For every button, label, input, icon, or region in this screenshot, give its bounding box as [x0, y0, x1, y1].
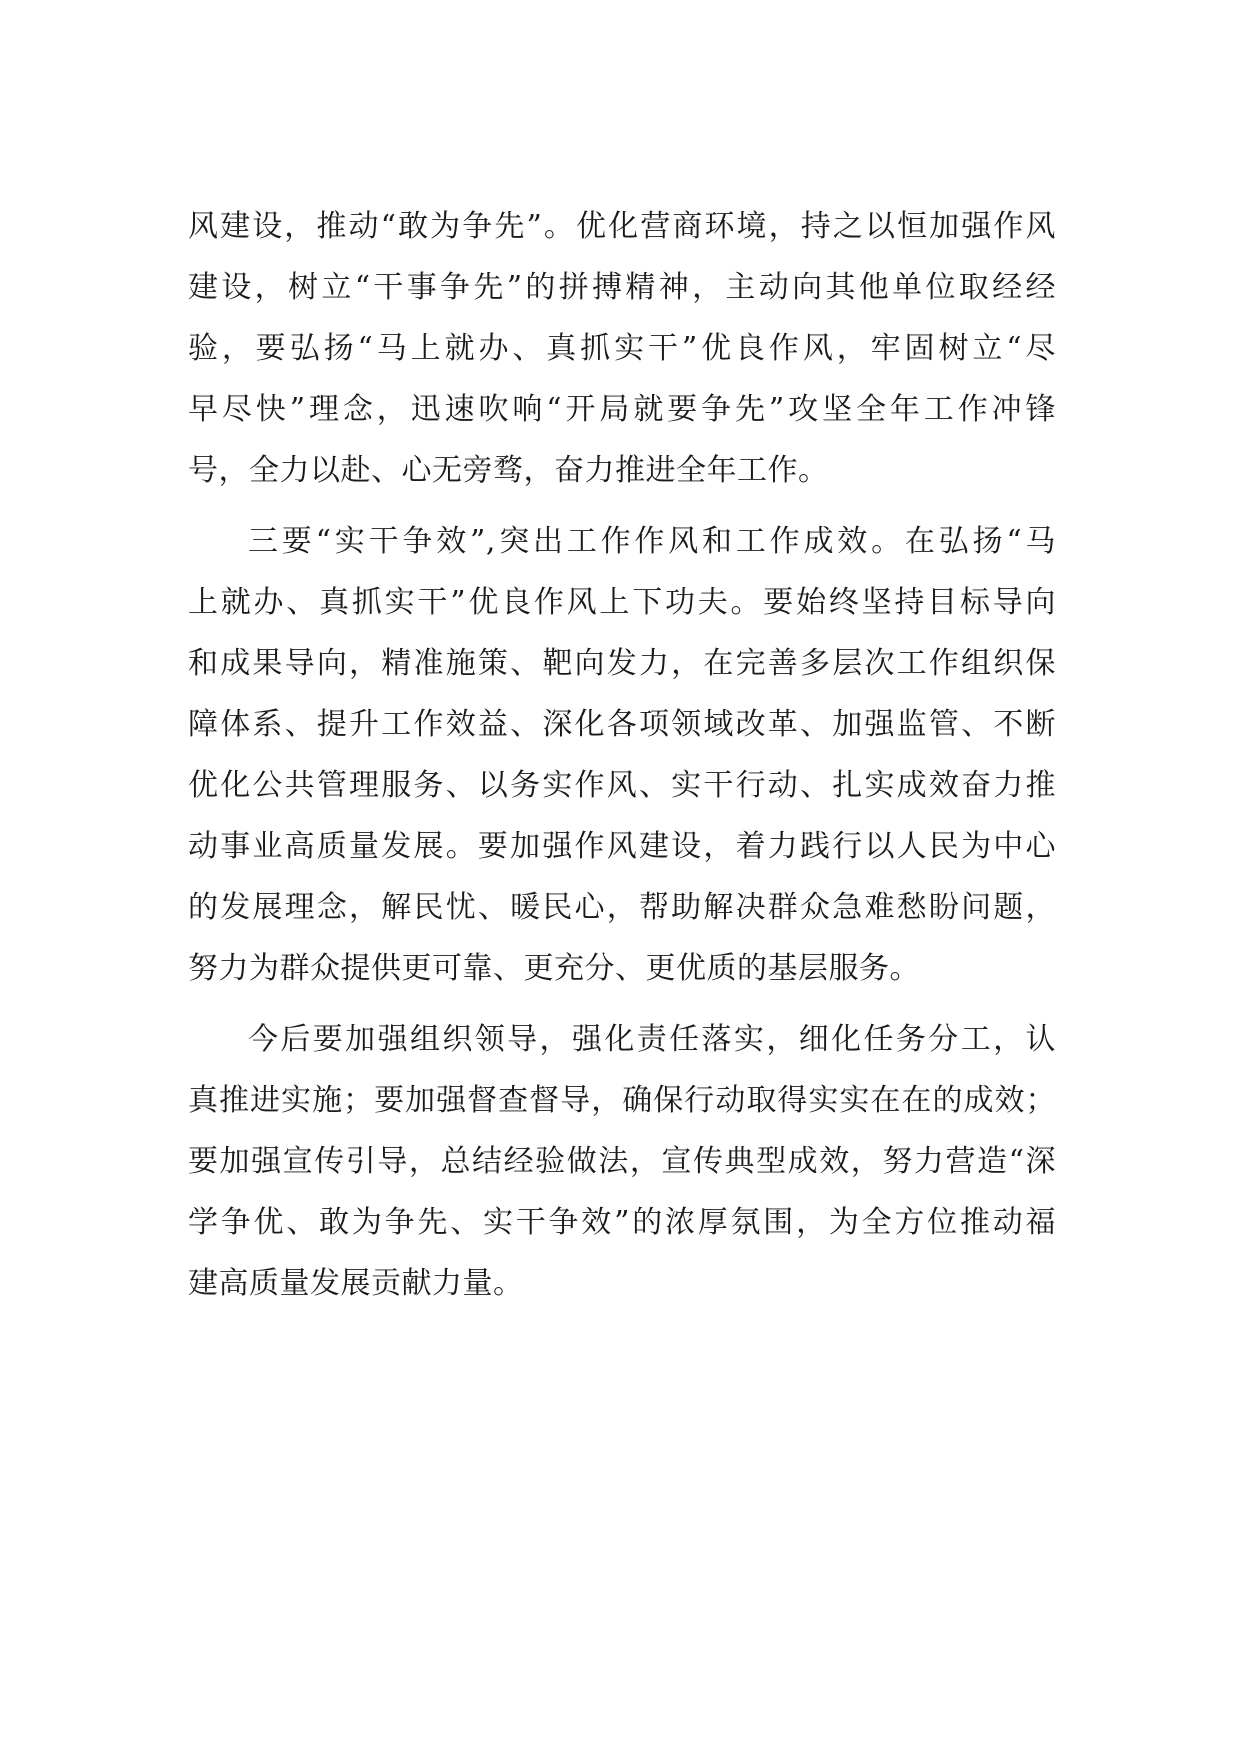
- text-line: 风建设，推动“敢为争先”。优化营商环境，持之以恒加强作风: [188, 209, 1056, 244]
- text-line: 三要“实干争效”,突出工作作风和工作成效。在弘扬“马: [248, 524, 1056, 559]
- text-line: 号，全力以赴、心无旁骛，奋力推进全年工作。: [188, 453, 829, 488]
- text-line: 上就办、真抓实干”优良作风上下功夫。要始终坚持目标导向: [188, 585, 1056, 620]
- paragraph-2: [188, 511, 1056, 999]
- text-line: 验，要弘扬“马上就办、真抓实干”优良作风，牢固树立“尽: [188, 331, 1056, 366]
- text-line: 障体系、提升工作效益、深化各项领域改革、加强监管、不断: [188, 707, 1056, 742]
- text-line: 要加强宣传引导，总结经验做法，宣传典型成效，努力营造“深: [188, 1144, 1056, 1179]
- text-line: 建高质量发展贡献力量。: [188, 1266, 524, 1301]
- text-line: 努力为群众提供更可靠、更充分、更优质的基层服务。: [188, 951, 920, 986]
- document-body: [188, 196, 1056, 1314]
- text-line: 建设，树立“干事争先”的拼搏精神，主动向其他单位取经经: [188, 270, 1056, 305]
- text-line: 动事业高质量发展。要加强作风建设，着力践行以人民为中心: [188, 829, 1056, 864]
- text-line: 学争优、敢为争先、实干争效”的浓厚氛围，为全方位推动福: [188, 1205, 1056, 1240]
- paragraph-spacer: [188, 501, 1056, 511]
- text-line: 优化公共管理服务、以务实作风、实干行动、扎实成效奋力推: [188, 768, 1056, 803]
- paragraph-1: [188, 196, 1056, 501]
- text-line: 今后要加强组织领导，强化责任落实，细化任务分工，认: [248, 1022, 1056, 1057]
- paragraph-spacer: [188, 999, 1056, 1009]
- text-line: 早尽快”理念，迅速吹响“开局就要争先”攻坚全年工作冲锋: [188, 392, 1056, 427]
- paragraph-3: [188, 1009, 1056, 1314]
- text-line: 的发展理念，解民忧、暖民心，帮助解决群众急难愁盼问题，: [188, 890, 1056, 925]
- text-line: 真推进实施；要加强督查督导，确保行动取得实实在在的成效；: [188, 1083, 1056, 1118]
- text-line: 和成果导向，精准施策、靶向发力，在完善多层次工作组织保: [188, 646, 1056, 681]
